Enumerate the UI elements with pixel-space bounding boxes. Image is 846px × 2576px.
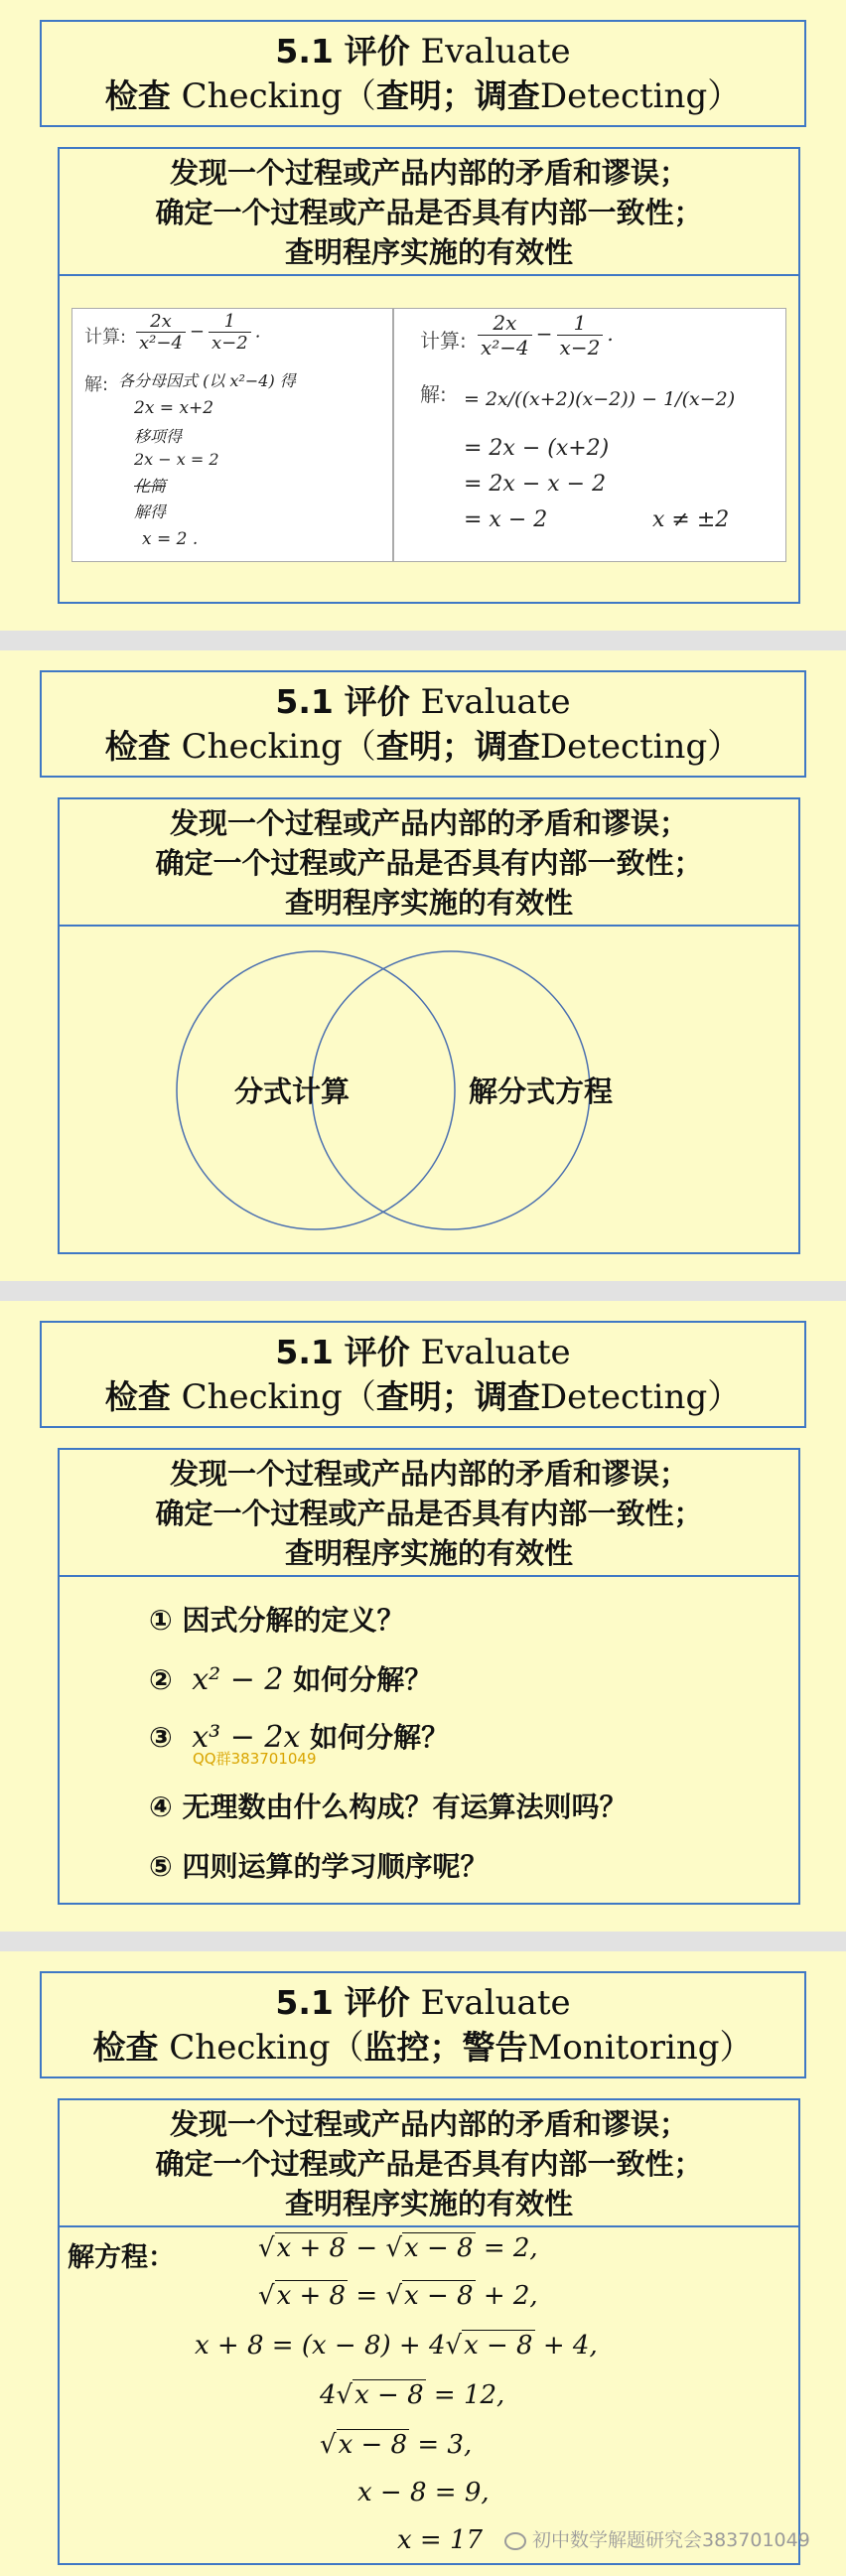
title-line: 5.1 评价 Evaluate	[275, 1333, 571, 1372]
question-item: ① 因式分解的定义？	[149, 1604, 405, 1637]
equation-line: √x − 8 = 3,	[320, 2430, 473, 2460]
subtitle-line: 检查 Checking（查明；调查Detecting）	[104, 727, 742, 767]
question-item: ④ 无理数由什么构成？有运算法则吗？	[149, 1790, 628, 1823]
slide-4	[0, 1951, 846, 2576]
content-box	[58, 2098, 800, 2565]
definition-text: 发现一个过程或产品内部的矛盾和谬误； 确定一个过程或产品是否具有内部一致性； 查明程序实施的有效性	[60, 1450, 798, 1577]
slide-1	[0, 0, 846, 631]
qq-watermark: QQ群383701049	[193, 1750, 317, 1768]
venn-diagram	[60, 929, 798, 1246]
definition-text: 发现一个过程或产品内部的矛盾和谬误； 确定一个过程或产品是否具有内部一致性； 查明程序实施的有效性	[60, 2100, 798, 2227]
equation-line: x = 17	[397, 2525, 484, 2555]
definition-text: 发现一个过程或产品内部的矛盾和谬误； 确定一个过程或产品是否具有内部一致性； 查明程序实施的有效性	[60, 149, 798, 276]
chat-icon	[504, 2532, 526, 2550]
title-box	[40, 1321, 806, 1428]
equation-line: 4√x − 8 = 12,	[320, 2380, 505, 2410]
title-box	[40, 670, 806, 778]
title-line: 5.1 评价 Evaluate	[275, 682, 571, 722]
definition-text: 发现一个过程或产品内部的矛盾和谬误； 确定一个过程或产品是否具有内部一致性； 查明程序实施的有效性	[60, 799, 798, 927]
slide-separator	[0, 631, 846, 650]
title-box	[40, 20, 806, 127]
slide-2	[0, 650, 846, 1281]
equation-line: x + 8 = (x − 8) + 4√x − 8 + 4,	[195, 2331, 598, 2361]
content-box	[58, 797, 800, 1254]
handwritten-solution-left: 计算: $\frac{2x}{\text{x²−4}}$ − $\frac{1}{x-2}$ . 解: 各分母因式 (以 x²−4) 得 2x = x+2 移项得 2x − x = 2 化简 解得 x = 2 .	[71, 308, 393, 562]
equation-line: x − 8 = 9,	[357, 2478, 490, 2507]
handwritten-solution-right: 计算: $\frac{2x}{\text{x²−4}}$ − $\frac{1}{x-2}$ . 解: = 2x/((x+2)(x−2)) − 1/(x−2) = 2x − (x+2) = 2x − x − 2 = x − 2 x ≠ ±2	[393, 308, 786, 562]
title-box	[40, 1971, 806, 2078]
title-line: 5.1 评价 Evaluate	[275, 32, 571, 72]
content-box	[58, 1448, 800, 1905]
equation-line: √x + 8 = √x − 8 + 2,	[258, 2281, 538, 2311]
venn-label-left: 分式计算	[234, 1074, 351, 1108]
slide-3	[0, 1301, 846, 1932]
title-line: 5.1 评价 Evaluate	[275, 1983, 571, 2023]
question-item: ③ x³ − 2x 如何分解？	[149, 1720, 450, 1755]
slide-separator	[0, 1932, 846, 1951]
subtitle-line: 检查 Checking（查明；调查Detecting）	[104, 76, 742, 116]
question-item: ⑤ 四则运算的学习顺序呢？	[149, 1850, 489, 1883]
question-item: ② x² − 2 如何分解？	[149, 1662, 433, 1697]
watermark: 初中数学解题研究会383701049	[504, 2525, 810, 2552]
subtitle-line: 检查 Checking（查明；调查Detecting）	[104, 1377, 742, 1417]
solve-label: 解方程：	[68, 2242, 175, 2273]
subtitle-line: 检查 Checking（监控；警告Monitoring）	[92, 2028, 754, 2068]
equation-line: √x + 8 − √x − 8 = 2,	[258, 2233, 538, 2263]
venn-label-right: 解分式方程	[469, 1074, 614, 1108]
slide-separator	[0, 1281, 846, 1301]
content-box	[58, 147, 800, 604]
